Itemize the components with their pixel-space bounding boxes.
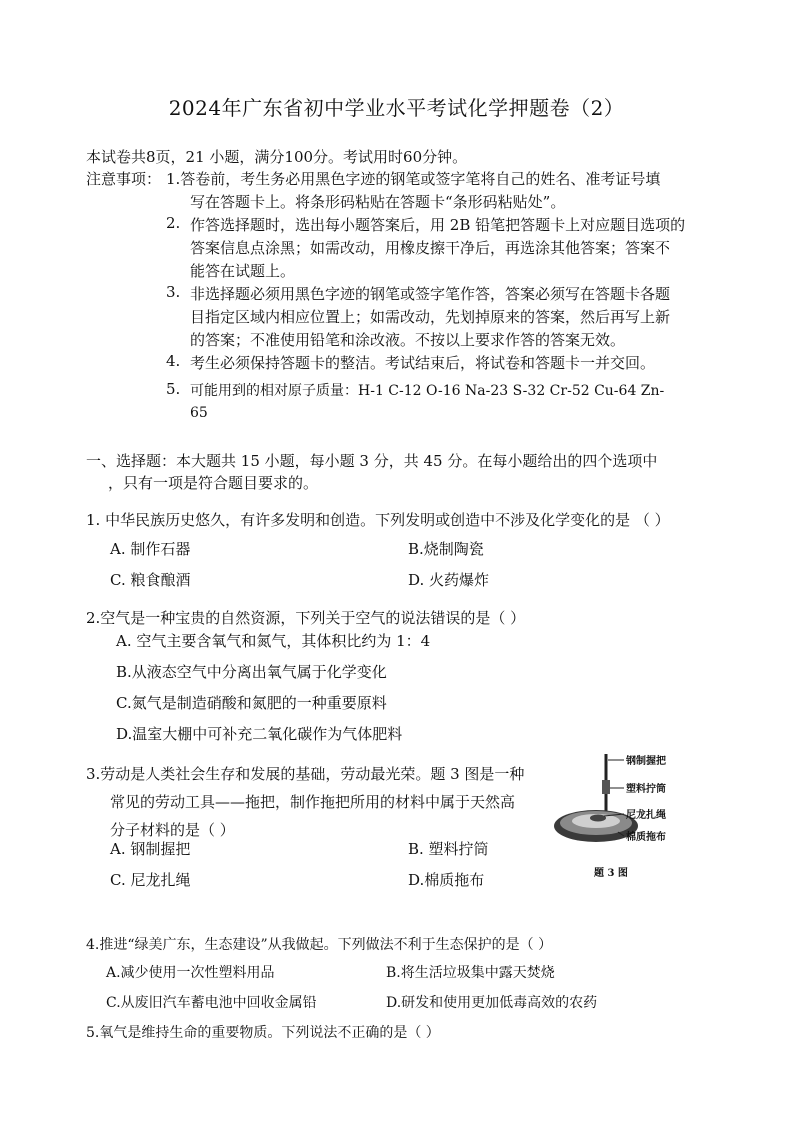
note-2-line-3: 能答在试题上。 [190,262,296,280]
q1-option-c: C. 粮食酿酒 [110,571,191,589]
q4-option-d: D.研发和使用更加低毒高效的农药 [386,995,598,1011]
note-5-line-1: 可能用到的相对原子质量：H-1 C-12 O-16 Na-23 S-32 Cr-52 Cu-64 Zn- [190,383,665,399]
question-4-stem: 4.推进“绿美广东，生态建设”从我做起。下列做法不利于生态保护的是（ ） [86,937,553,953]
q3-option-c: C. 尼龙扎绳 [110,871,191,889]
note-4-line-1: 考生必须保持答题卡的整洁。考试结束后，将试卷和答题卡一并交回。 [190,354,656,372]
note-3-number: 3. [166,283,181,301]
q3-option-b: B. 塑料拧筒 [408,840,489,858]
section-1-heading: 一、选择题：本大题共 15 小题，每小题 3 分，共 45 分。在每小题给出的四个选项中 [86,452,658,470]
note-1-line-1: 1.答卷前，考生务必用黑色字迹的钢笔或签字笔将自己的姓名、准考证号填 [166,170,661,188]
figure-label-rope: 尼龙扎绳 [626,810,666,821]
q4-option-b: B.将生活垃圾集中露天焚烧 [386,965,555,981]
question-2-stem: 2.空气是一种宝贵的自然资源，下列关于空气的说法错误的是（ ） [86,609,526,627]
note-3-line-3: 的答案；不准使用铅笔和涂改液。不按以上要求作答的答案无效。 [190,331,626,349]
q2-option-c: C.氮气是制造硝酸和氮肥的一种重要原料 [116,694,387,712]
notes-heading: 注意事项： [86,170,162,188]
note-3-line-2: 目指定区域内相应位置上；如需改动，先划掉原来的答案，然后再写上新 [190,308,671,326]
q2-option-b: B.从液态空气中分离出氧气属于化学变化 [116,663,387,681]
note-5-line-2: 65 [190,405,208,421]
q4-option-a: A.减少使用一次性塑料用品 [106,965,275,981]
figure-label-bucket: 塑料拧筒 [626,784,666,795]
q2-option-d: D.温室大棚中可补充二氧化碳作为气体肥料 [116,725,403,743]
note-2-line-1: 作答选择题时，选出每小题答案后，用 2B 铅笔把答题卡上对应题目选项的 [190,216,686,234]
note-2-line-2: 答案信息点涂黑；如需改动，用橡皮擦干净后，再选涂其他答案；答案不 [190,239,671,257]
figure-label-handle: 钢制握把 [626,756,666,767]
q3-option-d: D.棉质拖布 [408,871,485,889]
page-title: 2024年广东省初中学业水平考试化学押题卷（2） [168,96,625,120]
note-4-number: 4. [166,352,181,370]
exam-intro: 本试卷共8页，21 小题，满分100分。考试用时60分钟。 [86,148,468,166]
mop-figure [548,752,708,882]
q4-option-c: C.从废旧汽车蓄电池中回收金属铅 [106,995,317,1011]
section-1-heading-cont: ，只有一项是符合题目要求的。 [108,474,319,492]
note-1-line-2: 写在答题卡上。将条形码粘贴在答题卡“条形码粘贴处”。 [190,193,566,211]
q1-option-d: D. 火药爆炸 [408,571,490,589]
question-3-line-3: 分子材料的是（ ） [110,821,235,839]
q2-option-a: A. 空气主要含氧气和氮气，其体积比约为 1：4 [116,632,431,650]
note-2-number: 2. [166,214,181,232]
figure-caption: 题 3 图 [594,868,628,879]
question-3-line-1: 3.劳动是人类社会生存和发展的基础，劳动最光荣。题 3 图是一种 [86,765,525,783]
q1-option-a: A. 制作石器 [110,540,191,558]
question-1-stem: 1. 中华民族历史悠久，有许多发明和创造。下列发明或创造中不涉及化学变化的是 （ ） [86,511,670,529]
figure-label-mop-cloth: 棉质拖布 [626,832,666,843]
question-5-stem: 5.氧气是维持生命的重要物质。下列说法不正确的是（ ） [86,1025,440,1041]
note-3-line-1: 非选择题必须用黑色字迹的钢笔或签字笔作答，答案必须写在答题卡各题 [190,285,671,303]
note-5-number: 5. [166,380,181,398]
question-3-line-2: 常见的劳动工具——拖把，制作拖把所用的材料中属于天然高 [110,793,516,811]
q1-option-b: B.烧制陶瓷 [408,540,484,558]
q3-option-a: A. 钢制握把 [110,840,191,858]
